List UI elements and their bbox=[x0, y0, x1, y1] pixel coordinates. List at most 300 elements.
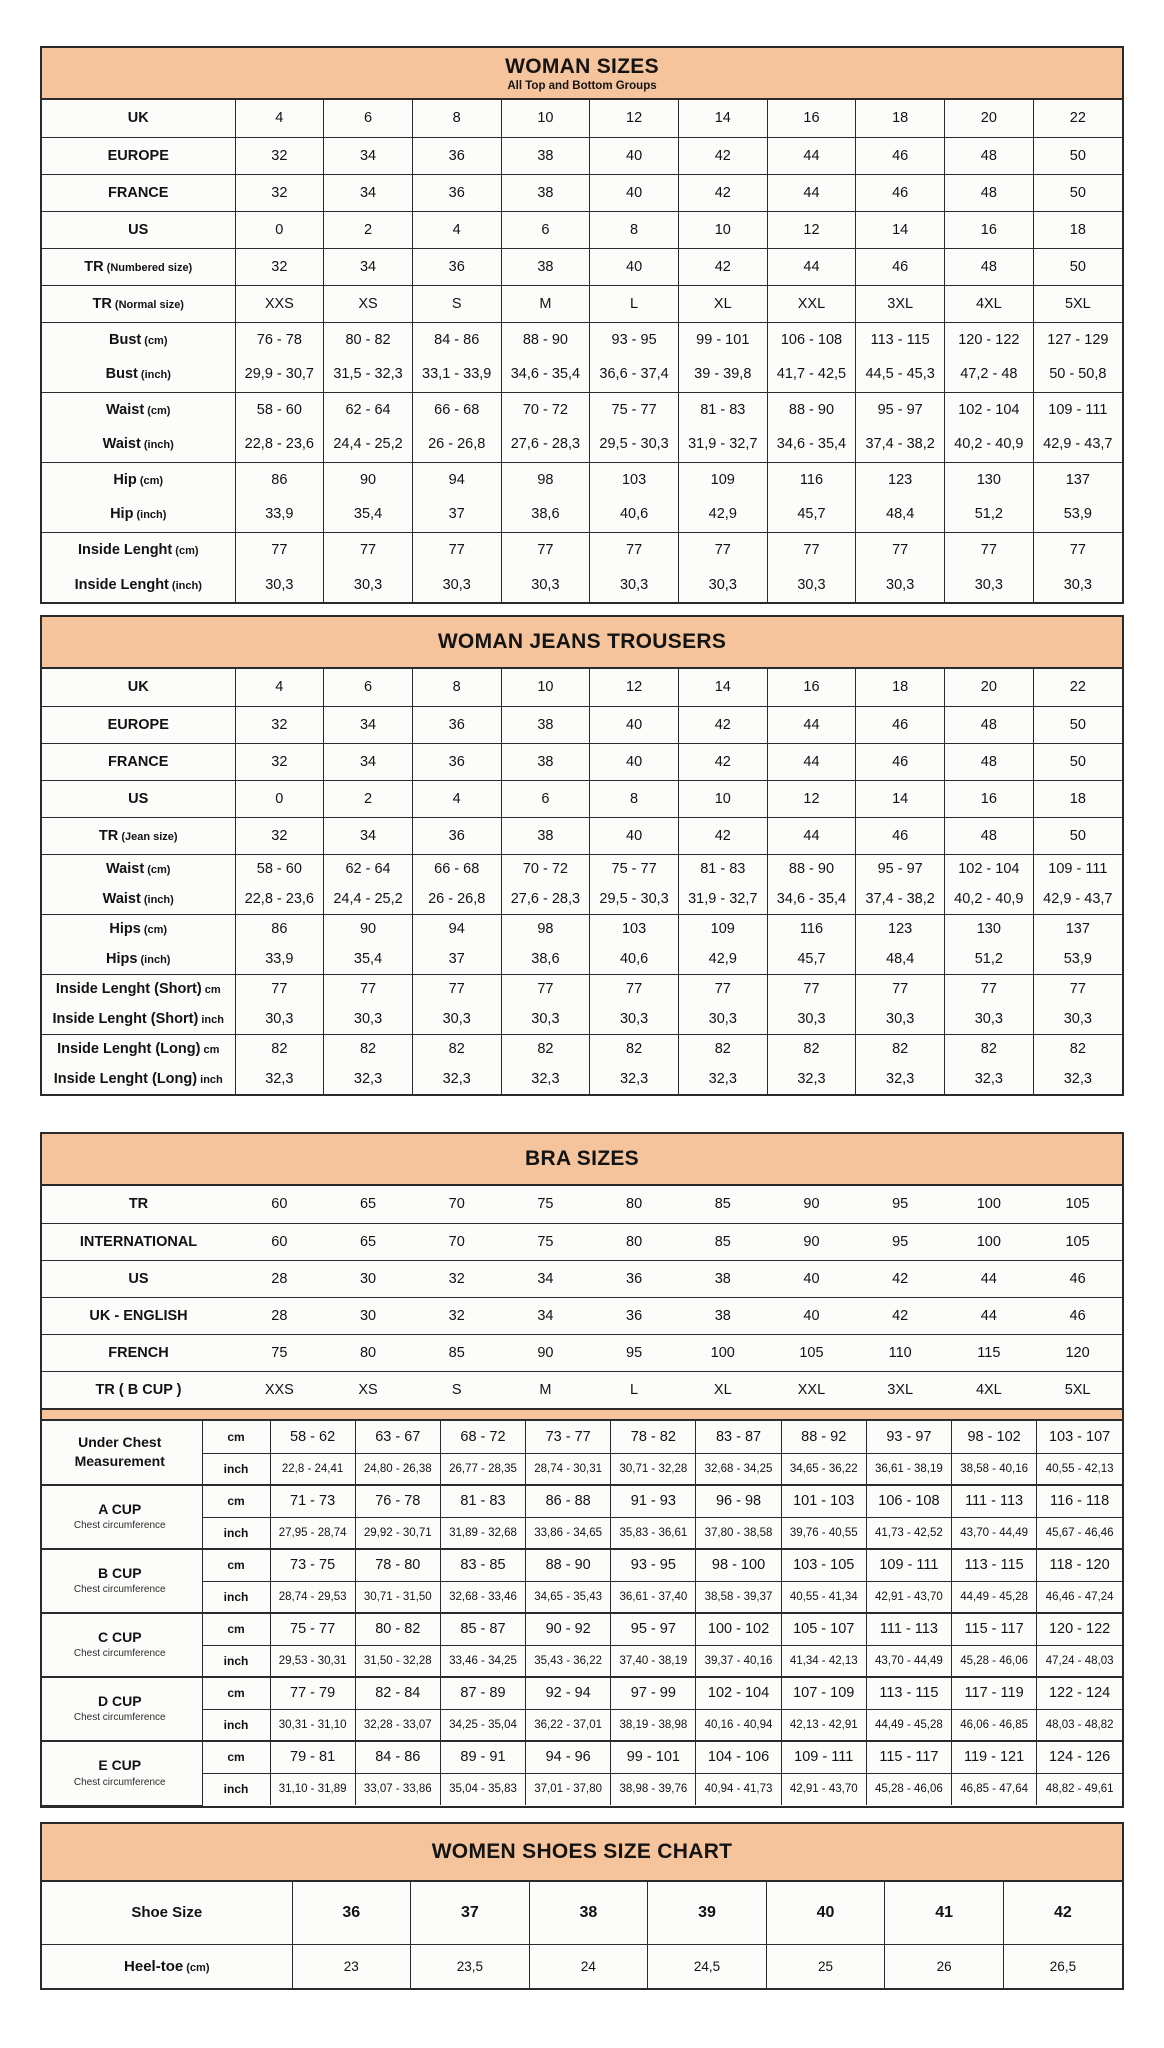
size-value: 88 - 92 bbox=[781, 1421, 866, 1453]
size-row bbox=[42, 1334, 1122, 1371]
size-value: 84 - 86 bbox=[355, 1741, 440, 1773]
size-value: 85 bbox=[678, 1186, 767, 1223]
size-value: 4 bbox=[412, 780, 501, 817]
size-value: 80 - 82 bbox=[324, 322, 413, 357]
size-value: 75 - 77 bbox=[590, 854, 679, 884]
size-row bbox=[42, 532, 1122, 567]
size-value: 48 bbox=[945, 137, 1034, 174]
size-value: 32,28 - 33,07 bbox=[355, 1709, 440, 1741]
size-value: 82 bbox=[767, 1034, 856, 1064]
size-value: 93 - 97 bbox=[866, 1421, 951, 1453]
size-value: 40 bbox=[590, 248, 679, 285]
size-value: 105 bbox=[1033, 1223, 1122, 1260]
size-row bbox=[42, 944, 1122, 974]
row-label bbox=[42, 1223, 235, 1260]
size-value: 82 bbox=[1033, 1034, 1122, 1064]
size-value: 109 bbox=[678, 462, 767, 497]
size-value: 50 bbox=[1033, 817, 1122, 854]
shoes-size-table bbox=[40, 1822, 1124, 1990]
size-row bbox=[42, 1064, 1122, 1094]
size-row bbox=[42, 743, 1122, 780]
size-value: 75 - 77 bbox=[270, 1613, 355, 1645]
bra-sizes-table bbox=[40, 1132, 1124, 1808]
row-label-text: Bust bbox=[108, 331, 142, 348]
size-value: 77 bbox=[324, 974, 413, 1004]
size-row bbox=[42, 497, 1122, 532]
row-label-text: US bbox=[128, 1270, 149, 1287]
size-value: 70 bbox=[412, 1186, 501, 1223]
row-label-sub: (cm) bbox=[141, 334, 168, 347]
size-value: 48 bbox=[945, 248, 1034, 285]
row-label-text: INTERNATIONAL bbox=[79, 1233, 198, 1250]
size-value: 90 bbox=[767, 1223, 856, 1260]
row-label bbox=[42, 1297, 235, 1334]
size-value: 93 - 95 bbox=[611, 1549, 696, 1581]
size-value: 38,6 bbox=[501, 497, 590, 532]
size-value: 77 bbox=[412, 974, 501, 1004]
row-label bbox=[42, 174, 235, 211]
size-value: 50 bbox=[1033, 174, 1122, 211]
size-row bbox=[42, 854, 1122, 884]
size-value: 24,4 - 25,2 bbox=[324, 884, 413, 914]
size-value: 102 - 104 bbox=[696, 1677, 781, 1709]
size-value: 75 bbox=[501, 1223, 590, 1260]
size-value: 77 bbox=[945, 532, 1034, 567]
row-label-sub: (cm) bbox=[136, 474, 164, 487]
size-row bbox=[42, 1260, 1122, 1297]
row-label-sub: Chest circumference bbox=[73, 1712, 166, 1724]
size-value: 35,43 - 36,22 bbox=[526, 1645, 611, 1677]
size-value: 46 bbox=[856, 137, 945, 174]
size-value: L bbox=[590, 285, 679, 322]
row-label-text: UK bbox=[127, 679, 149, 696]
size-value: 89 - 91 bbox=[440, 1741, 525, 1773]
size-value: 41,73 - 42,52 bbox=[866, 1517, 951, 1549]
size-value: 77 bbox=[501, 974, 590, 1004]
size-value: 38 bbox=[501, 137, 590, 174]
size-value: 78 - 80 bbox=[355, 1549, 440, 1581]
size-value: 38,98 - 39,76 bbox=[611, 1773, 696, 1805]
size-value: 34,6 - 35,4 bbox=[501, 357, 590, 392]
size-value: 32 bbox=[412, 1260, 501, 1297]
shoes-size-header bbox=[42, 1824, 1122, 1882]
size-value: 34,25 - 35,04 bbox=[440, 1709, 525, 1741]
size-value: 0 bbox=[235, 780, 324, 817]
size-value: 40,2 - 40,9 bbox=[945, 427, 1034, 462]
size-value: 32,3 bbox=[856, 1064, 945, 1094]
size-value: 77 bbox=[856, 974, 945, 1004]
unit-label: cm bbox=[202, 1421, 270, 1453]
size-value: 38 bbox=[678, 1260, 767, 1297]
size-value: 83 - 87 bbox=[696, 1421, 781, 1453]
size-value: 79 - 81 bbox=[270, 1741, 355, 1773]
row-label-text: FRENCH bbox=[108, 1344, 169, 1361]
row-label bbox=[42, 706, 235, 743]
size-value: 120 - 122 bbox=[945, 322, 1034, 357]
size-value: 38 bbox=[501, 817, 590, 854]
size-value: 8 bbox=[590, 780, 679, 817]
size-value: 14 bbox=[678, 669, 767, 706]
size-value: 23 bbox=[292, 1944, 411, 1988]
size-value: 4 bbox=[235, 100, 324, 137]
size-value: 109 - 111 bbox=[1033, 854, 1122, 884]
size-value: 35,4 bbox=[324, 944, 413, 974]
size-value: 4XL bbox=[945, 285, 1034, 322]
size-value: 109 - 111 bbox=[866, 1549, 951, 1581]
size-value: 38 bbox=[529, 1882, 648, 1944]
size-value: 24,80 - 26,38 bbox=[355, 1453, 440, 1485]
row-label-text: Inside Lenght (Short) bbox=[55, 981, 202, 998]
size-value: 26,77 - 28,35 bbox=[440, 1453, 525, 1485]
size-value: 77 bbox=[235, 532, 324, 567]
size-value: 37,01 - 37,80 bbox=[526, 1773, 611, 1805]
size-value: 50 bbox=[1033, 743, 1122, 780]
jeans-trousers-header bbox=[42, 617, 1122, 669]
size-value: 30,3 bbox=[1033, 1004, 1122, 1034]
size-value: 77 bbox=[767, 532, 856, 567]
size-value: 93 - 95 bbox=[590, 322, 679, 357]
size-value: 33,1 - 33,9 bbox=[412, 357, 501, 392]
size-value: 100 bbox=[945, 1223, 1034, 1260]
row-label-text: Inside Lenght (Short) bbox=[52, 1010, 199, 1027]
size-value: 26,5 bbox=[1003, 1944, 1122, 1988]
row-label-text: D CUP bbox=[97, 1693, 142, 1710]
size-value: 102 - 104 bbox=[945, 392, 1034, 427]
size-value: 123 bbox=[856, 914, 945, 944]
size-value: 119 - 121 bbox=[952, 1741, 1037, 1773]
size-value: 32,3 bbox=[767, 1064, 856, 1094]
row-label-text: E CUP bbox=[98, 1757, 142, 1774]
size-value: 22,8 - 23,6 bbox=[235, 884, 324, 914]
jeans-trousers-table bbox=[40, 615, 1124, 1096]
size-value: 20 bbox=[945, 100, 1034, 137]
size-value: 44 bbox=[767, 174, 856, 211]
size-value: 10 bbox=[501, 669, 590, 706]
row-label-text: TR bbox=[98, 827, 119, 844]
size-value: 48 bbox=[945, 706, 1034, 743]
size-value: 29,5 - 30,3 bbox=[590, 427, 679, 462]
size-value: 8 bbox=[412, 100, 501, 137]
row-label-text: Waist bbox=[102, 436, 141, 453]
size-value: 40,2 - 40,9 bbox=[945, 884, 1034, 914]
row-label-sub: Chest circumference bbox=[73, 1584, 166, 1596]
row-label bbox=[42, 914, 235, 944]
row-label-text: US bbox=[128, 221, 149, 238]
size-value: 95 - 97 bbox=[856, 392, 945, 427]
row-label bbox=[42, 944, 235, 974]
size-row bbox=[42, 100, 1122, 137]
size-value: 18 bbox=[1033, 211, 1122, 248]
size-value: 113 - 115 bbox=[952, 1549, 1037, 1581]
size-value: 39 bbox=[648, 1882, 767, 1944]
size-value: 53,9 bbox=[1033, 497, 1122, 532]
size-value: 106 - 108 bbox=[866, 1485, 951, 1517]
size-value: 0 bbox=[235, 211, 324, 248]
size-value: 31,50 - 32,28 bbox=[355, 1645, 440, 1677]
size-value: 75 bbox=[235, 1334, 324, 1371]
size-value: 127 - 129 bbox=[1033, 322, 1122, 357]
table-title: BRA SIZES bbox=[525, 1147, 639, 1170]
size-value: 46 bbox=[856, 706, 945, 743]
size-value: 8 bbox=[590, 211, 679, 248]
measure-row bbox=[42, 1741, 1122, 1773]
size-value: 37 bbox=[411, 1882, 530, 1944]
size-value: 39,76 - 40,55 bbox=[781, 1517, 866, 1549]
size-row bbox=[42, 357, 1122, 392]
size-value: 46,06 - 46,85 bbox=[952, 1709, 1037, 1741]
size-value: 44,49 - 45,28 bbox=[952, 1581, 1037, 1613]
size-value: 48 bbox=[945, 743, 1034, 780]
row-label-text: Inside Lenght (Long) bbox=[53, 1071, 198, 1087]
size-value: 42,9 - 43,7 bbox=[1033, 884, 1122, 914]
size-row bbox=[42, 669, 1122, 706]
size-value: 82 bbox=[412, 1034, 501, 1064]
size-value: 94 bbox=[412, 462, 501, 497]
row-label-sub: cm bbox=[201, 984, 221, 997]
size-value: 30,3 bbox=[678, 567, 767, 602]
size-value: 12 bbox=[590, 100, 679, 137]
measure-row bbox=[42, 1421, 1122, 1453]
size-value: 48,82 - 49,61 bbox=[1037, 1773, 1122, 1805]
woman-sizes-header bbox=[42, 48, 1122, 100]
size-value: 51,2 bbox=[945, 497, 1034, 532]
row-label bbox=[42, 884, 235, 914]
size-value: 38 bbox=[501, 174, 590, 211]
size-value: 34 bbox=[324, 817, 413, 854]
size-value: 105 bbox=[767, 1334, 856, 1371]
size-value: 31,10 - 31,89 bbox=[270, 1773, 355, 1805]
size-value: 88 - 90 bbox=[501, 322, 590, 357]
size-value: 45,28 - 46,06 bbox=[952, 1645, 1037, 1677]
row-label-sub: Chest circumference bbox=[73, 1648, 166, 1660]
row-label-text: Hips bbox=[106, 950, 138, 967]
size-value: 81 - 83 bbox=[440, 1485, 525, 1517]
size-value: 16 bbox=[767, 100, 856, 137]
size-value: 85 bbox=[412, 1334, 501, 1371]
jeans-trousers-grid bbox=[42, 669, 1122, 1094]
size-value: 82 bbox=[945, 1034, 1034, 1064]
section-divider bbox=[42, 1408, 1122, 1421]
size-value: 80 bbox=[324, 1334, 413, 1371]
row-label-sub: (Normal size) bbox=[111, 298, 184, 311]
size-value: 28 bbox=[235, 1297, 324, 1334]
size-value: 87 - 89 bbox=[440, 1677, 525, 1709]
size-value: 26 bbox=[885, 1944, 1004, 1988]
size-value: 115 bbox=[945, 1334, 1034, 1371]
row-label-text: A CUP bbox=[98, 1501, 142, 1518]
size-value: 32 bbox=[235, 137, 324, 174]
row-label-sub: Chest circumference bbox=[73, 1776, 166, 1788]
measure-row bbox=[42, 1517, 1122, 1549]
row-label-text: UK bbox=[127, 110, 149, 127]
size-value: 92 - 94 bbox=[526, 1677, 611, 1709]
row-label-text: C CUP bbox=[97, 1629, 142, 1646]
size-value: 32,3 bbox=[1033, 1064, 1122, 1094]
size-value: 36 bbox=[412, 174, 501, 211]
measure-row bbox=[42, 1709, 1122, 1741]
size-value: 137 bbox=[1033, 462, 1122, 497]
unit-label: inch bbox=[202, 1453, 270, 1485]
size-value: 30,3 bbox=[856, 567, 945, 602]
size-value: 42 bbox=[678, 248, 767, 285]
size-value: 42 bbox=[1003, 1882, 1122, 1944]
size-value: 42,9 bbox=[678, 944, 767, 974]
size-value: 46 bbox=[1033, 1260, 1122, 1297]
size-value: 124 - 126 bbox=[1037, 1741, 1122, 1773]
size-value: 109 bbox=[678, 914, 767, 944]
row-label-text: Inside Lenght bbox=[77, 541, 173, 558]
size-value: 42,13 - 42,91 bbox=[781, 1709, 866, 1741]
size-value: 32,3 bbox=[678, 1064, 767, 1094]
size-value: 77 - 79 bbox=[270, 1677, 355, 1709]
size-value: 40,94 - 41,73 bbox=[696, 1773, 781, 1805]
size-row bbox=[42, 974, 1122, 1004]
size-value: 50 bbox=[1033, 137, 1122, 174]
row-label-text: Under Chest Measurement bbox=[74, 1434, 165, 1469]
size-value: 26 - 26,8 bbox=[412, 427, 501, 462]
size-value: 77 bbox=[678, 532, 767, 567]
size-row bbox=[42, 1034, 1122, 1064]
size-value: 29,9 - 30,7 bbox=[235, 357, 324, 392]
size-value: 48 bbox=[945, 174, 1034, 211]
size-value: 30,3 bbox=[767, 1004, 856, 1034]
row-label-text: Waist bbox=[106, 861, 145, 878]
size-value: 37,40 - 38,19 bbox=[611, 1645, 696, 1677]
size-value: 14 bbox=[856, 780, 945, 817]
size-value: 41,34 - 42,13 bbox=[781, 1645, 866, 1677]
size-value: 22 bbox=[1033, 669, 1122, 706]
size-value: 105 - 107 bbox=[781, 1613, 866, 1645]
size-value: 36 bbox=[412, 137, 501, 174]
unit-label: inch bbox=[202, 1645, 270, 1677]
size-value: 109 - 111 bbox=[1033, 392, 1122, 427]
size-value: 116 bbox=[767, 914, 856, 944]
size-value: 46 bbox=[856, 174, 945, 211]
size-value: 51,2 bbox=[945, 944, 1034, 974]
size-value: 34,65 - 35,43 bbox=[526, 1581, 611, 1613]
size-value: 38 bbox=[678, 1297, 767, 1334]
row-label-sub: inch bbox=[198, 1013, 224, 1026]
row-label bbox=[42, 1260, 235, 1297]
size-value: 38,19 - 38,98 bbox=[611, 1709, 696, 1741]
row-label-sub: cm bbox=[200, 1044, 220, 1057]
size-value: 103 - 105 bbox=[781, 1549, 866, 1581]
row-label-sub: (Numbered size) bbox=[103, 261, 193, 274]
size-value: 34,6 - 35,4 bbox=[767, 884, 856, 914]
size-value: 4XL bbox=[945, 1371, 1034, 1408]
size-value: 58 - 62 bbox=[270, 1421, 355, 1453]
size-value: 36,6 - 37,4 bbox=[590, 357, 679, 392]
size-value: 6 bbox=[501, 780, 590, 817]
size-value: 27,6 - 28,3 bbox=[501, 884, 590, 914]
size-value: 16 bbox=[767, 669, 856, 706]
size-value: 73 - 77 bbox=[526, 1421, 611, 1453]
row-label-text: FRANCE bbox=[108, 184, 169, 201]
size-value: 77 bbox=[856, 532, 945, 567]
row-label-text: Bust bbox=[105, 366, 138, 383]
unit-label: cm bbox=[202, 1485, 270, 1517]
size-value: 46,85 - 47,64 bbox=[952, 1773, 1037, 1805]
size-value: 35,04 - 35,83 bbox=[440, 1773, 525, 1805]
size-value: 77 bbox=[1033, 974, 1122, 1004]
unit-label: cm bbox=[202, 1677, 270, 1709]
size-value: 45,7 bbox=[767, 944, 856, 974]
size-value: 24,5 bbox=[648, 1944, 767, 1988]
row-label-text: Shoe Size bbox=[131, 1904, 203, 1922]
size-row bbox=[42, 392, 1122, 427]
size-value: 73 - 75 bbox=[270, 1549, 355, 1581]
size-value: 33,86 - 34,65 bbox=[526, 1517, 611, 1549]
size-value: 37,4 - 38,2 bbox=[856, 884, 945, 914]
row-label bbox=[42, 1334, 235, 1371]
size-value: 44 bbox=[767, 817, 856, 854]
size-value: 82 bbox=[590, 1034, 679, 1064]
row-label-text: TR bbox=[92, 295, 112, 312]
size-value: 30,3 bbox=[412, 1004, 501, 1034]
size-value: 116 bbox=[767, 462, 856, 497]
size-value: 62 - 64 bbox=[324, 392, 413, 427]
measure-row bbox=[42, 1677, 1122, 1709]
row-label bbox=[42, 567, 235, 602]
size-value: 34 bbox=[324, 743, 413, 780]
size-value: S bbox=[412, 1371, 501, 1408]
size-value: 90 bbox=[767, 1186, 856, 1223]
size-value: 30 bbox=[324, 1297, 413, 1334]
size-value: 35,83 - 36,61 bbox=[611, 1517, 696, 1549]
size-value: 31,9 - 32,7 bbox=[678, 427, 767, 462]
size-value: 32,3 bbox=[324, 1064, 413, 1094]
size-value: 90 - 92 bbox=[526, 1613, 611, 1645]
row-label-text: EUROPE bbox=[107, 716, 169, 733]
row-label-text: TR ( B CUP ) bbox=[95, 1381, 182, 1398]
size-value: 82 bbox=[501, 1034, 590, 1064]
size-value: XXL bbox=[767, 1371, 856, 1408]
size-value: 39 - 39,8 bbox=[678, 357, 767, 392]
size-row bbox=[42, 462, 1122, 497]
size-value: 81 - 83 bbox=[678, 392, 767, 427]
size-value: 110 bbox=[856, 1334, 945, 1371]
size-value: 33,07 - 33,86 bbox=[355, 1773, 440, 1805]
size-row bbox=[42, 1297, 1122, 1334]
size-value: 42,9 - 43,7 bbox=[1033, 427, 1122, 462]
size-value: 37,80 - 38,58 bbox=[696, 1517, 781, 1549]
size-value: 105 bbox=[1033, 1186, 1122, 1223]
size-value: XL bbox=[678, 1371, 767, 1408]
row-label-text: TR bbox=[128, 1196, 149, 1213]
size-value: 113 - 115 bbox=[866, 1677, 951, 1709]
size-value: 76 - 78 bbox=[355, 1485, 440, 1517]
size-value: 120 bbox=[1033, 1334, 1122, 1371]
size-value: 40 bbox=[590, 817, 679, 854]
size-value: 50 bbox=[1033, 248, 1122, 285]
size-row bbox=[42, 211, 1122, 248]
size-value: 23,5 bbox=[411, 1944, 530, 1988]
size-value: 44 bbox=[767, 743, 856, 780]
size-value: 27,6 - 28,3 bbox=[501, 427, 590, 462]
unit-label: cm bbox=[202, 1549, 270, 1581]
size-value: 25 bbox=[766, 1944, 885, 1988]
size-row bbox=[42, 817, 1122, 854]
size-value: 32,68 - 33,46 bbox=[440, 1581, 525, 1613]
size-value: 12 bbox=[590, 669, 679, 706]
size-value: 77 bbox=[945, 974, 1034, 1004]
size-value: 44 bbox=[767, 706, 856, 743]
size-value: 82 bbox=[235, 1034, 324, 1064]
row-label-text: Waist bbox=[102, 890, 141, 907]
size-value: 66 - 68 bbox=[412, 854, 501, 884]
size-value: 85 bbox=[678, 1223, 767, 1260]
size-value: 32,3 bbox=[590, 1064, 679, 1094]
